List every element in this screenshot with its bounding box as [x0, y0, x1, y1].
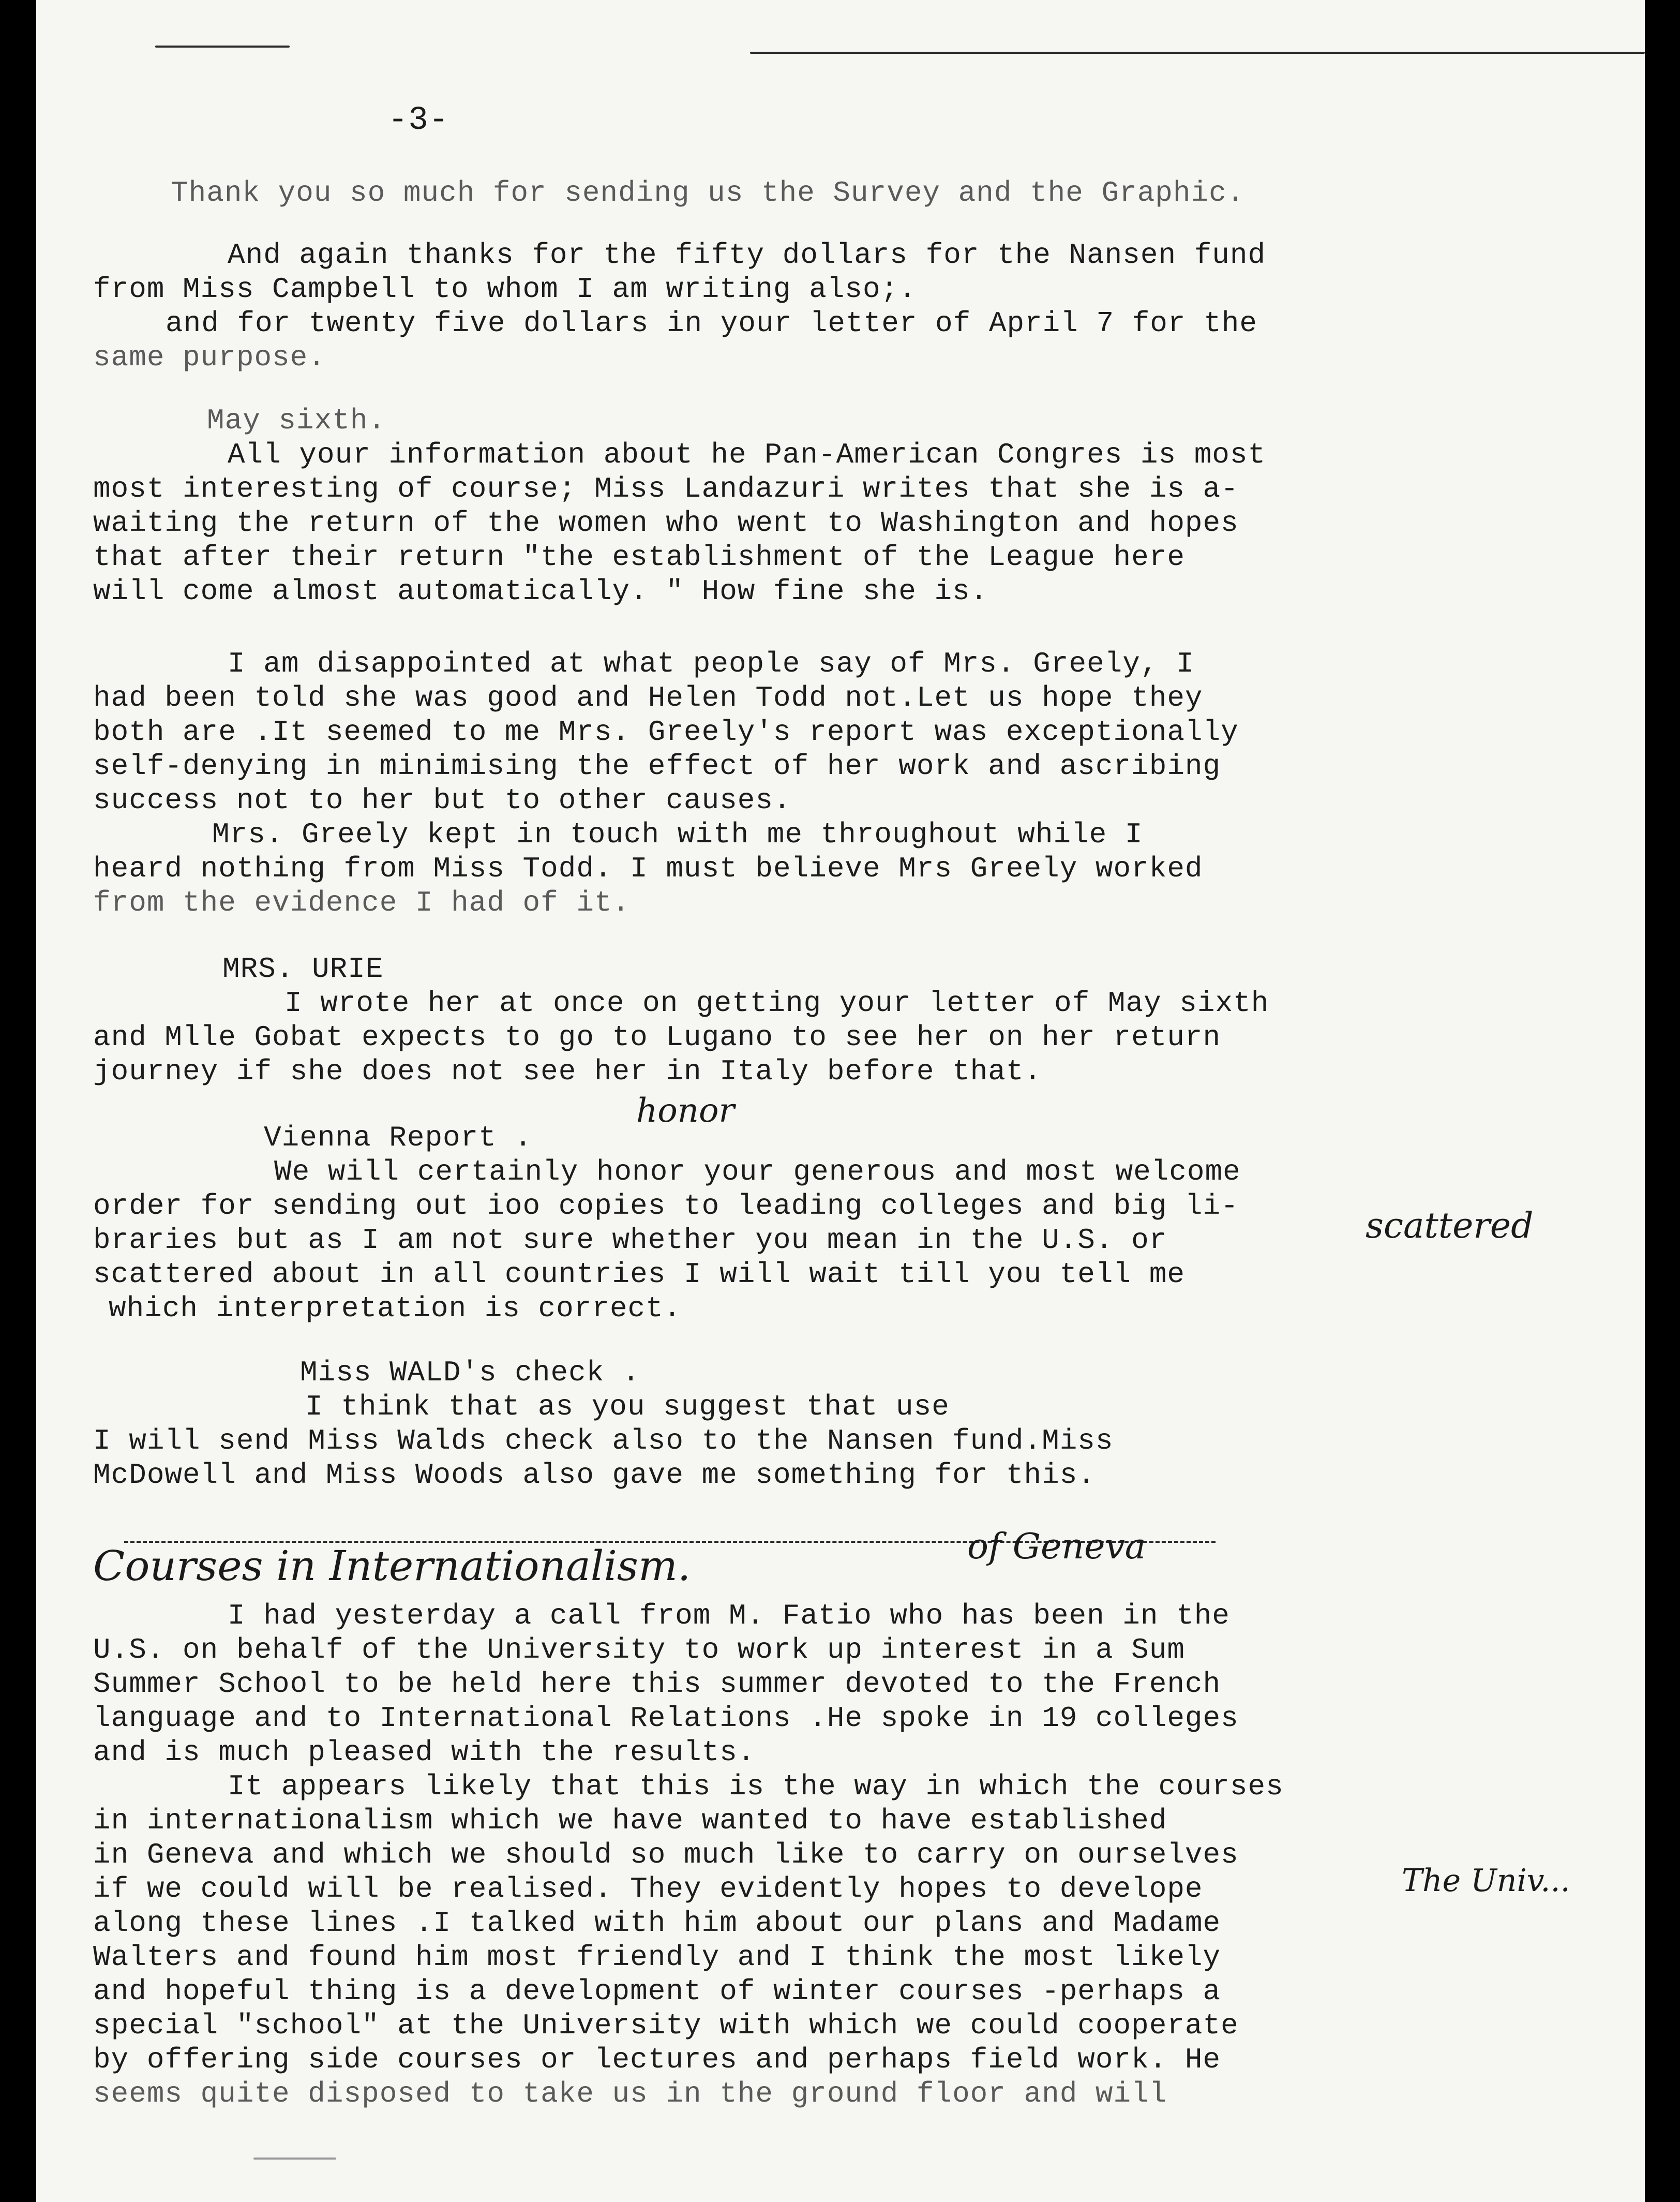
section-heading: Miss WALD's check .: [300, 1356, 640, 1389]
handwritten-heading: Courses in Internationalism.: [93, 1542, 691, 1590]
text-line: if we could will be realised. They evidently hopes to develope: [93, 1872, 1203, 1906]
text-line: I will send Miss Walds check also to the Nansen fund.Miss: [93, 1424, 1114, 1457]
text-line: most interesting of course; Miss Landazuri writes that she is a-: [93, 472, 1239, 505]
text-line: and for twenty five dollars in your letter of April 7 for the: [166, 307, 1257, 340]
text-line: special "school" at the University with which we could cooperate: [93, 2009, 1239, 2042]
handwritten-margin-note: The Univ...: [1402, 1863, 1570, 1899]
text-line: and hopeful thing is a development of winter courses -perhaps a: [93, 1975, 1221, 2008]
text-line: Walters and found him most friendly and I think the most likely: [93, 1941, 1221, 1974]
text-line: from Miss Campbell to whom I am writing also;.: [93, 273, 917, 306]
text-line: had been told she was good and Helen Todd not.Let us hope they: [93, 681, 1203, 715]
text-line: McDowell and Miss Woods also gave me something for this.: [93, 1459, 1096, 1492]
text-line: Mrs. Greely kept in touch with me throughout while I: [212, 818, 1143, 851]
scan-smudge: [155, 46, 290, 48]
section-heading: MRS. URIE: [222, 953, 384, 986]
text-line: It appears likely that this is the way in which the courses: [228, 1770, 1284, 1803]
text-line: journey if she does not see her in Italy before that.: [93, 1055, 1042, 1088]
text-line: I am disappointed at what people say of Mrs. Greely, I: [228, 647, 1194, 680]
text-line: language and to International Relations .He spoke in 19 colleges: [93, 1702, 1239, 1735]
text-line: same purpose.: [93, 341, 326, 374]
text-line: that after their return "the establishment of the League here: [93, 541, 1185, 574]
text-line: Summer School to be held here this summer devoted to the French: [93, 1668, 1221, 1701]
text-line: I wrote her at once on getting your letter of May sixth: [284, 987, 1269, 1020]
text-line: from the evidence I had of it.: [93, 886, 631, 919]
text-line: will come almost automatically. " How fine she is.: [93, 575, 988, 608]
text-line: We will certainly honor your generous and most welcome: [274, 1155, 1241, 1188]
text-line: in internationalism which we have wanted to have established: [93, 1804, 1167, 1837]
text-line: in Geneva and which we should so much like to carry on ourselves: [93, 1838, 1239, 1871]
text-line: seems quite disposed to take us in the ground floor and will: [93, 2077, 1167, 2110]
text-line: both are .It seemed to me Mrs. Greely's report was exceptionally: [93, 716, 1239, 749]
text-line: U.S. on behalf of the University to work up interest in a Sum: [93, 1633, 1185, 1667]
handwritten-correction: scattered: [1366, 1206, 1534, 1246]
text-line: success not to her but to other causes.: [93, 784, 791, 817]
text-line: scattered about in all countries I will wait till you tell me: [93, 1258, 1185, 1291]
text-line: And again thanks for the fifty dollars for the Nansen fund: [228, 239, 1266, 272]
text-line: I think that as you suggest that use: [305, 1390, 950, 1423]
scan-smudge: [253, 2158, 336, 2160]
text-line: waiting the return of the women who went to Washington and hopes: [93, 507, 1239, 540]
text-line: heard nothing from Miss Todd. I must believe Mrs Greely worked: [93, 852, 1203, 885]
handwritten-insertion: of Geneva: [967, 1526, 1146, 1567]
page-number: -3-: [388, 102, 449, 139]
text-line: by offering side courses or lectures and perhaps field work. He: [93, 2043, 1221, 2076]
handwritten-correction: honor: [636, 1092, 735, 1130]
text-line: self-denying in minimising the effect of her work and ascribing: [93, 750, 1221, 783]
text-line: All your information about he Pan-American Congres is most: [228, 438, 1266, 471]
text-line: and is much pleased with the results.: [93, 1736, 756, 1769]
section-heading: Vienna Report .: [264, 1121, 533, 1154]
text-line: order for sending out ioo copies to leading colleges and big li-: [93, 1189, 1239, 1223]
text-line: along these lines .I talked with him about our plans and Madame: [93, 1907, 1221, 1940]
text-line: braries but as I am not sure whether you mean in the U.S. or: [93, 1224, 1167, 1257]
text-line: May sixth.: [207, 404, 386, 437]
text-line: Thank you so much for sending us the Survey and the Graphic.: [171, 176, 1245, 210]
text-line: which interpretation is correct.: [109, 1292, 682, 1325]
text-line: I had yesterday a call from M. Fatio who has been in the: [228, 1599, 1230, 1632]
scan-smudge: [750, 52, 1645, 54]
letter-page: [36, 0, 1645, 2202]
text-line: and Mlle Gobat expects to go to Lugano to see her on her return: [93, 1021, 1221, 1054]
